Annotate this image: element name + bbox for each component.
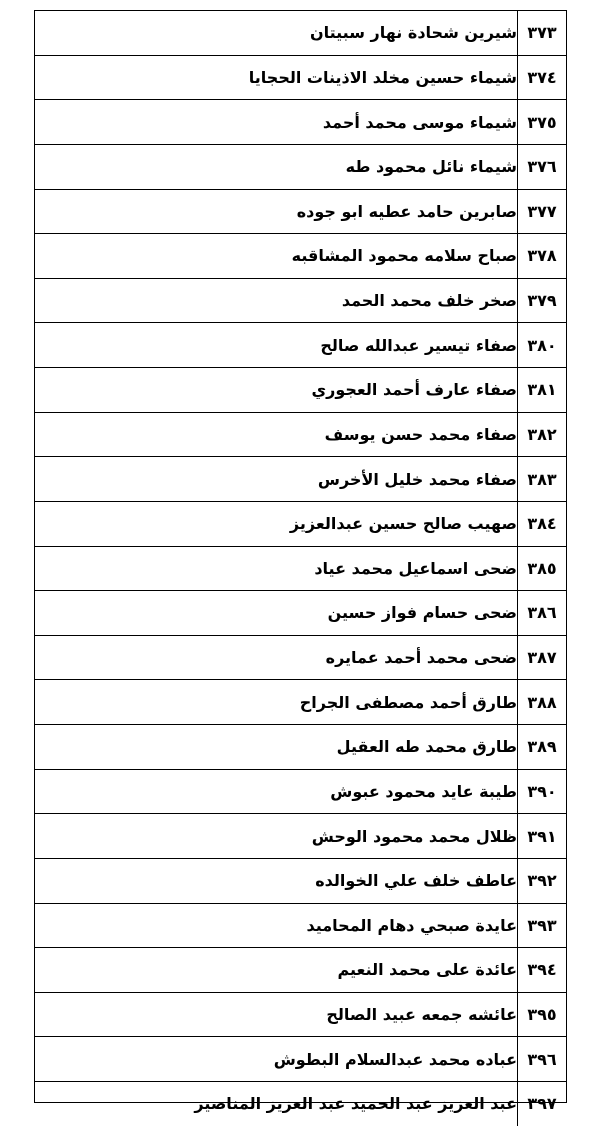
row-name: ظلال محمد محمود الوحش: [35, 814, 518, 859]
row-number: ٣٩٧: [518, 1082, 567, 1126]
row-name: عاطف خلف علي الخوالده: [35, 858, 518, 903]
row-number: ٣٨٤: [518, 501, 567, 546]
row-number: ٣٩٠: [518, 769, 567, 814]
table-row: [35, 144, 566, 189]
row-name: صفاء محمد حسن يوسف: [35, 412, 518, 457]
row-name: شيرين شحادة نهار سبيتان: [35, 11, 518, 55]
table-row: [35, 234, 566, 279]
row-number: ٣٩٥: [518, 992, 567, 1037]
row-number: ٣٧٤: [518, 55, 567, 100]
row-name: عايدة صبحي دهام المحاميد: [35, 903, 518, 948]
row-name: صهيب صالح حسين عبدالعزيز: [35, 501, 518, 546]
row-name: عائدة على محمد النعيم: [35, 948, 518, 993]
table-row: [35, 725, 566, 770]
row-number: ٣٨١: [518, 368, 567, 413]
row-name: شيماء نائل محمود طه: [35, 144, 518, 189]
table-row: [35, 948, 566, 993]
row-name: شيماء حسين مخلد الاذينات الحجايا: [35, 55, 518, 100]
row-name: شيماء موسى محمد أحمد: [35, 100, 518, 145]
row-number: ٣٩٤: [518, 948, 567, 993]
table-row: [35, 368, 566, 413]
row-number: ٣٧٨: [518, 234, 567, 279]
table-row: [35, 635, 566, 680]
row-number: ٣٧٧: [518, 189, 567, 234]
table-row: [35, 55, 566, 100]
table-row: [35, 412, 566, 457]
table-row: [35, 11, 566, 55]
roster-body: [35, 11, 566, 1126]
row-number: ٣٧٣: [518, 11, 567, 55]
row-name: ضحى محمد أحمد عمايره: [35, 635, 518, 680]
row-number: ٣٨٣: [518, 457, 567, 502]
table-row: [35, 278, 566, 323]
row-number: ٣٩٦: [518, 1037, 567, 1082]
roster-table: [35, 11, 566, 1126]
row-name: طارق أحمد مصطفى الجراح: [35, 680, 518, 725]
table-row: [35, 1082, 566, 1126]
row-number: ٣٧٦: [518, 144, 567, 189]
row-name: ضحى حسام فواز حسين: [35, 591, 518, 636]
row-name: ضحى اسماعيل محمد عياد: [35, 546, 518, 591]
table-row: [35, 501, 566, 546]
row-number: ٣٩٢: [518, 858, 567, 903]
row-number: ٣٩٣: [518, 903, 567, 948]
row-name: صباح سلامه محمود المشاقبه: [35, 234, 518, 279]
row-number: ٣٧٥: [518, 100, 567, 145]
row-name: صابرين حامد عطيه ابو جوده: [35, 189, 518, 234]
table-row: [35, 591, 566, 636]
row-number: ٣٩١: [518, 814, 567, 859]
roster-sheet: [34, 10, 567, 1114]
row-number: ٣٨٧: [518, 635, 567, 680]
table-row: [35, 323, 566, 368]
table-row: [35, 189, 566, 234]
row-number: ٣٨٦: [518, 591, 567, 636]
table-row: [35, 814, 566, 859]
row-name: طيبة عايد محمود عبوش: [35, 769, 518, 814]
row-name: صخر خلف محمد الحمد: [35, 278, 518, 323]
row-number: ٣٧٩: [518, 278, 567, 323]
table-row: [35, 769, 566, 814]
row-name: عبد العزيز عبد الحميد عبد العزيز المناصير: [35, 1082, 518, 1126]
row-name: صفاء تيسير عبدالله صالح: [35, 323, 518, 368]
row-name: صفاء عارف أحمد العجوري: [35, 368, 518, 413]
row-name: طارق محمد طه العقيل: [35, 725, 518, 770]
row-name: عائشه جمعه عبيد الصالح: [35, 992, 518, 1037]
table-row: [35, 100, 566, 145]
table-row: [35, 903, 566, 948]
row-number: ٣٨٠: [518, 323, 567, 368]
row-name: عباده محمد عبدالسلام البطوش: [35, 1037, 518, 1082]
table-row: [35, 457, 566, 502]
row-number: ٣٨٢: [518, 412, 567, 457]
table-row: [35, 546, 566, 591]
table-row: [35, 680, 566, 725]
table-row: [35, 1037, 566, 1082]
table-row: [35, 858, 566, 903]
table-row: [35, 992, 566, 1037]
row-number: ٣٨٨: [518, 680, 567, 725]
row-name: صفاء محمد خليل الأخرس: [35, 457, 518, 502]
row-number: ٣٨٩: [518, 725, 567, 770]
row-number: ٣٨٥: [518, 546, 567, 591]
